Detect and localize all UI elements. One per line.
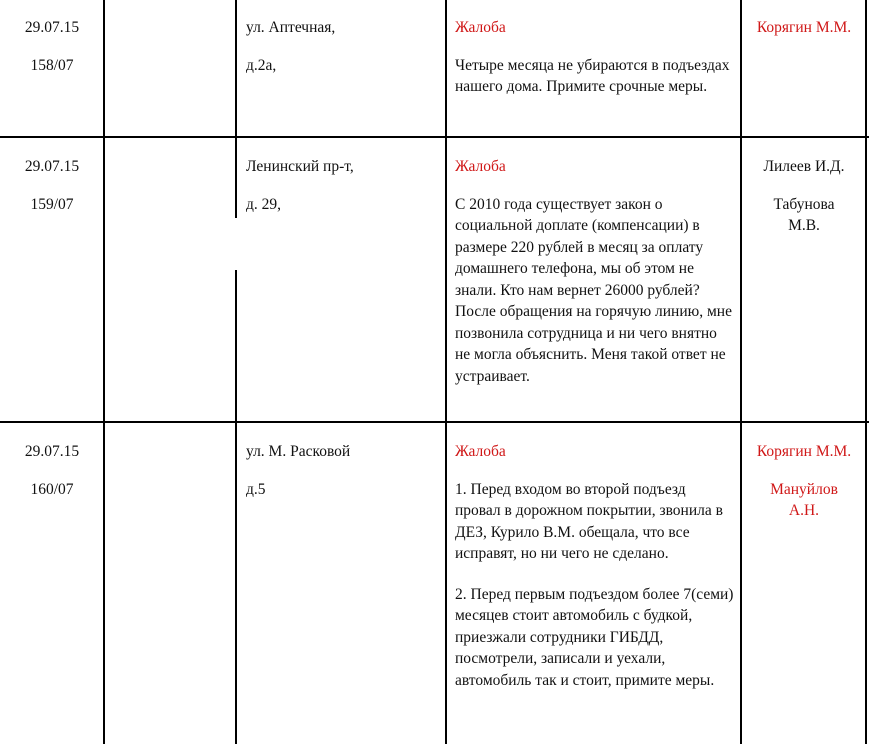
row-divider-2 xyxy=(0,421,869,423)
responsible-person: Корягин М.М. xyxy=(756,443,852,460)
column-divider-2 xyxy=(235,0,237,744)
date-cell xyxy=(8,441,96,500)
complaint-cell xyxy=(455,17,735,98)
date: 29.07.15 xyxy=(24,19,80,36)
address-cell xyxy=(246,156,436,215)
column-divider-3 xyxy=(445,0,447,744)
column-divider-gap xyxy=(233,218,239,270)
complaint-cell xyxy=(455,441,735,691)
responsible-person: Табунова М.В. xyxy=(773,195,835,234)
column-divider-1 xyxy=(103,0,105,744)
house: д. 29, xyxy=(246,195,282,213)
date-cell xyxy=(8,17,96,76)
row-divider-1 xyxy=(0,136,869,138)
complaint-text: С 2010 года существует закон о социальной доплате (компенсации) в размере 220 рублей в месяц за оплату домашнего телефона, мы об этом не знали. Кто нам вернет 26000 рублей? После обращения на горячую линию, мне позвонила сотрудница и ни чего внятно не могла объяснить. Меня такой ответ не устраивает. xyxy=(455,195,732,385)
address-cell xyxy=(246,17,436,76)
responsible-cell xyxy=(744,17,864,39)
complaint-type: Жалоба xyxy=(455,158,506,175)
date: 29.07.15 xyxy=(24,158,80,175)
responsible-person: Мануйлов А.Н. xyxy=(770,480,838,519)
responsible-cell xyxy=(744,441,864,522)
responsible-cell xyxy=(744,156,864,237)
house: д.2а, xyxy=(246,56,277,74)
column-divider-5 xyxy=(865,0,867,744)
date-cell xyxy=(8,156,96,215)
complaint-text: Четыре месяца не убираются в подъездах нашего дома. Примите срочные меры. xyxy=(455,56,730,95)
registration-number: 158/07 xyxy=(30,56,74,74)
address-cell xyxy=(246,441,436,500)
registration-number: 160/07 xyxy=(30,480,74,498)
complaint-text-part-1: 1. Перед входом во второй подъезд провал в дорожном покрытии, звонила в ДЕЗ, Курило В.М. обещала, что все исправят, но ни чего не сделано. xyxy=(455,480,723,562)
street: ул. М. Расковой xyxy=(246,443,351,460)
responsible-person: Лилеев И.Д. xyxy=(763,158,845,175)
registration-number: 159/07 xyxy=(30,195,74,213)
responsible-person: Корягин М.М. xyxy=(756,19,852,36)
street: ул. Аптечная, xyxy=(246,19,336,36)
complaint-text-part-2: 2. Перед первым подъездом более 7(семи) месяцев стоит автомобиль с будкой, приезжали сотрудники ГИБДД, посмотрели, записали и уехали, автомобиль так и стоит, примите меры. xyxy=(455,585,734,689)
complaint-type: Жалоба xyxy=(455,443,506,460)
column-divider-4 xyxy=(740,0,742,744)
street: Ленинский пр-т, xyxy=(246,158,354,175)
complaint-type: Жалоба xyxy=(455,19,506,36)
complaint-cell xyxy=(455,156,735,387)
house: д.5 xyxy=(246,480,266,498)
date: 29.07.15 xyxy=(24,443,80,460)
